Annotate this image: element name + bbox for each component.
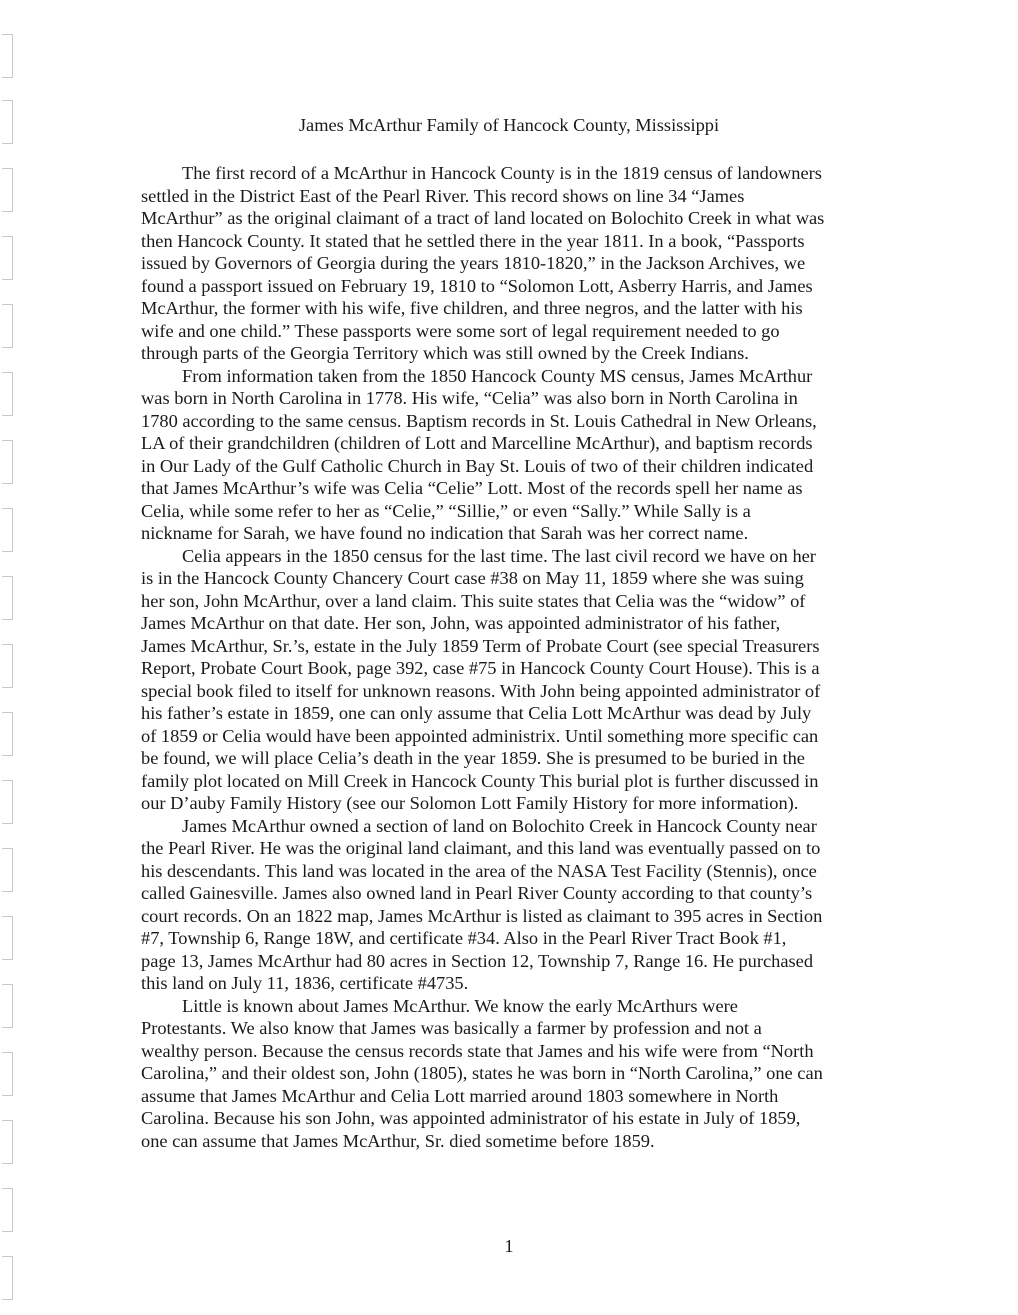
- body-text-line: McArthur, the former with his wife, five children, and three negros, and the latter with his: [141, 298, 803, 318]
- body-text-line: special book filed to itself for unknown reasons. With John being appointed administrator of: [141, 680, 821, 701]
- body-text-line: that James McArthur’s wife was Celia “Celie” Lott. Most of the records spell her name as: [141, 478, 803, 498]
- body-text-line: this land on July 11, 1836, certificate #4735.: [141, 973, 469, 993]
- body-text-line: James McArthur owned a section of land on Bolochito Creek in Hancock County near: [182, 815, 817, 836]
- body-text-line: the Pearl River. He was the original land claimant, and this land was eventually passed on to: [141, 838, 821, 858]
- body-text-line: Celia appears in the 1850 census for the last time. The last civil record we have on her: [182, 545, 816, 566]
- scan-mark: [2, 304, 13, 348]
- body-text-line: his father’s estate in 1859, one can only assume that Celia Lott McArthur was dead by July: [141, 703, 812, 723]
- body-text-line: be found, we will place Celia’s death in the year 1859. She is presumed to be buried in the: [141, 748, 805, 768]
- body-text-line: family plot located on Mill Creek in Hancock County This burial plot is further discussed in: [141, 770, 819, 791]
- scan-mark: [2, 576, 13, 620]
- body-text-line: court records. On an 1822 map, James McArthur is listed as claimant to 395 acres in Section: [141, 905, 823, 926]
- scan-mark: [2, 1052, 13, 1096]
- scan-mark: [2, 1120, 13, 1164]
- body-text-line: our D’auby Family History (see our Solomon Lott Family History for more information).: [141, 793, 799, 813]
- body-text-line: Protestants. We also know that James was basically a farmer by profession and not a: [141, 1018, 762, 1038]
- scan-mark: [2, 508, 13, 552]
- scan-mark: [2, 168, 13, 212]
- body-text-line: one can assume that James McArthur, Sr. died sometime before 1859.: [141, 1130, 655, 1151]
- body-text-line: was born in North Carolina in 1778. His wife, “Celia” was also born in North Carolina in: [141, 388, 798, 408]
- body-text-line: Celia, while some refer to her as “Celie,” “Sillie,” or even “Sally.” While Sally is a: [141, 500, 751, 521]
- document-body: [141, 162, 901, 1152]
- body-text-line: James McArthur on that date. Her son, John, was appointed administrator of his father,: [141, 613, 781, 633]
- scan-mark: [2, 916, 13, 960]
- body-text-line: nickname for Sarah, we have found no indication that Sarah was her correct name.: [141, 523, 749, 543]
- scan-mark: [2, 644, 13, 688]
- body-text-line: 1780 according to the same census. Baptism records in St. Louis Cathedral in New Orleans,: [141, 410, 817, 431]
- scan-mark: [2, 984, 13, 1028]
- body-text-line: settled in the District East of the Pearl River. This record shows on line 34 “James: [141, 185, 745, 206]
- body-text-line: wife and one child.” These passports were some sort of legal requirement needed to go: [141, 320, 780, 341]
- scan-mark: [2, 34, 13, 78]
- body-text-line: McArthur” as the original claimant of a tract of land located on Bolochito Creek in what was: [141, 208, 825, 228]
- body-text-line: From information taken from the 1850 Hancock County MS census, James McArthur: [182, 365, 813, 386]
- page-number: 1: [504, 1236, 514, 1256]
- body-text-line: LA of their grandchildren (children of Lott and Marcelline McArthur), and baptism records: [141, 433, 813, 453]
- body-text-line: page 13, James McArthur had 80 acres in Section 12, Township 7, Range 16. He purchased: [141, 950, 814, 971]
- body-text-line: Report, Probate Court Book, page 392, case #75 in Hancock County Court House). This is a: [141, 658, 820, 678]
- scan-mark: [2, 780, 13, 824]
- scan-mark: [2, 848, 13, 892]
- scan-mark: [2, 372, 13, 416]
- scan-mark: [2, 1188, 13, 1232]
- body-text-line: is in the Hancock County Chancery Court case #38 on May 11, 1859 where she was suing: [141, 568, 804, 588]
- scan-mark: [2, 712, 13, 756]
- body-text-line: his descendants. This land was located in the area of the NASA Test Facility (Stennis), once: [141, 860, 817, 881]
- scan-mark: [2, 236, 13, 280]
- scan-mark: [2, 440, 13, 484]
- document-title: James McArthur Family of Hancock County, Mississippi: [298, 115, 720, 135]
- body-text-line: wealthy person. Because the census records state that James and his wife were from “North: [141, 1040, 814, 1061]
- scan-mark: [2, 1256, 13, 1300]
- body-text-line: Carolina. Because his son John, was appointed administrator of his estate in July of 1859,: [141, 1108, 801, 1128]
- body-text-line: issued by Governors of Georgia during the years 1810-1820,” in the Jackson Archives, we: [141, 253, 806, 273]
- body-text-line: in Our Lady of the Gulf Catholic Church in Bay St. Louis of two of their children indicated: [141, 455, 814, 476]
- body-text-line: #7, Township 6, Range 18W, and certificate #34. Also in the Pearl River Tract Book #1,: [141, 928, 787, 948]
- body-text-line: her son, John McArthur, over a land claim. This suite states that Celia was the “widow” of: [141, 590, 806, 611]
- body-text-line: called Gainesville. James also owned land in Pearl River County according to that county’s: [141, 883, 813, 903]
- body-text-line: Little is known about James McArthur. We know the early McArthurs were: [182, 995, 738, 1016]
- body-text-line: found a passport issued on February 19, 1810 to “Solomon Lott, Asberry Harris, and James: [141, 275, 813, 296]
- body-text-line: assume that James McArthur and Celia Lott married around 1803 somewhere in North: [141, 1085, 779, 1106]
- body-text-line: Carolina,” and their oldest son, John (1805), states he was born in “North Carolina,” one can: [141, 1063, 823, 1083]
- body-text-line: James McArthur, Sr.’s, estate in the July 1859 Term of Probate Court (see special Treasurers: [141, 635, 820, 656]
- body-text-line: The first record of a McArthur in Hancock County is in the 1819 census of landowners: [182, 163, 822, 183]
- body-text-line: of 1859 or Celia would have been appointed administrix. Until something more specific can: [141, 725, 819, 746]
- binder-scan-marks: [0, 0, 22, 1315]
- body-text-line: through parts of the Georgia Territory which was still owned by the Creek Indians.: [141, 343, 749, 363]
- body-text-line: then Hancock County. It stated that he settled there in the year 1811. In a book, “Passports: [141, 230, 805, 251]
